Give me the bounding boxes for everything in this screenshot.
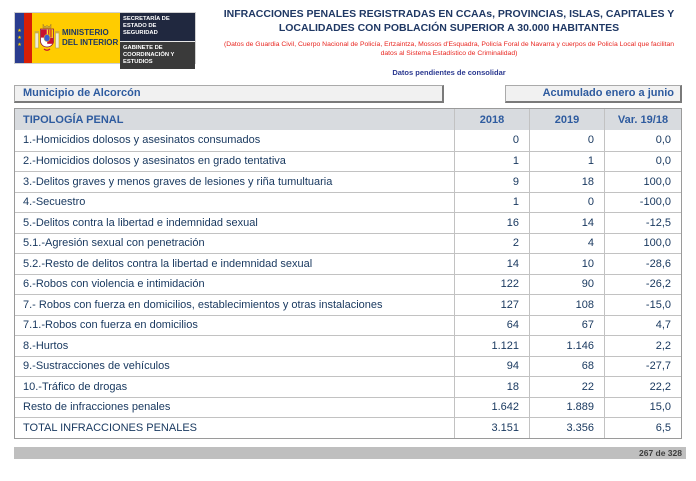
spain-flag-field <box>32 13 120 63</box>
cell-2018: 1.121 <box>454 336 529 356</box>
header-cell-2018: 2018 <box>454 109 529 130</box>
row-label: 7.1.-Robos con fuerza en domicilios <box>23 319 198 332</box>
cell-2019: 18 <box>529 172 604 192</box>
cell-2018: 0 <box>454 130 529 151</box>
title-block <box>210 8 688 77</box>
cell-variation: 0,0 <box>604 130 681 151</box>
table-row <box>15 274 681 295</box>
cell-variation: -12,5 <box>604 213 681 233</box>
cell-2018: 16 <box>454 213 529 233</box>
header-cell-tipologia: TIPOLOGÍA PENAL <box>23 113 124 126</box>
crime-table <box>14 108 682 439</box>
cell-2019: 14 <box>529 213 604 233</box>
cell-2019: 1.889 <box>529 398 604 418</box>
cell-2018: 14 <box>454 254 529 274</box>
table-row <box>15 335 681 356</box>
cell-2018: 3.151 <box>454 418 529 438</box>
table-body <box>15 130 681 438</box>
table-row <box>15 233 681 254</box>
row-label: 3.-Delitos graves y menos graves de lesiones y riña tumultuaria <box>23 175 333 188</box>
table-row <box>15 192 681 213</box>
spain-flag-stripe <box>24 13 32 63</box>
row-label: 4.-Secuestro <box>23 196 86 209</box>
municipio-selector[interactable]: Municipio de Alcorcón <box>14 85 444 103</box>
cell-variation: 22,2 <box>604 377 681 397</box>
row-label: 1.-Homicidios dolosos y asesinatos consumados <box>23 134 261 147</box>
ministry-logo <box>14 12 196 64</box>
row-label: 9.-Sustracciones de vehículos <box>23 360 170 373</box>
page-number: 267 de 328 <box>638 448 682 458</box>
row-label: TOTAL INFRACCIONES PENALES <box>23 421 198 434</box>
page-footer <box>14 447 686 459</box>
cell-2019: 108 <box>529 295 604 315</box>
cell-variation: 2,2 <box>604 336 681 356</box>
header-cell-variation: Var. 19/18 <box>604 109 681 130</box>
cell-2019: 67 <box>529 316 604 336</box>
cell-2018: 1.642 <box>454 398 529 418</box>
row-label: 7.- Robos con fuerza en domicilios, establecimientos y otras instalaciones <box>23 298 383 311</box>
cell-variation: 15,0 <box>604 398 681 418</box>
table-row <box>15 376 681 397</box>
table-row <box>15 212 681 233</box>
cell-2018: 18 <box>454 377 529 397</box>
cell-2019: 22 <box>529 377 604 397</box>
table-row <box>15 294 681 315</box>
cell-variation: -27,7 <box>604 357 681 377</box>
row-label: 10.-Tráfico de drogas <box>23 380 128 393</box>
cell-2019: 4 <box>529 234 604 254</box>
cell-2018: 1 <box>454 193 529 213</box>
coat-of-arms-icon <box>34 21 60 55</box>
row-label: 5.2.-Resto de delitos contra la libertad e indemnidad sexual <box>23 257 313 270</box>
cell-variation: 100,0 <box>604 172 681 192</box>
table-row <box>15 417 681 438</box>
cell-2019: 1 <box>529 152 604 172</box>
star-icon: ★ <box>17 34 22 41</box>
cell-variation: -28,6 <box>604 254 681 274</box>
cell-2019: 10 <box>529 254 604 274</box>
report-subtitle: (Datos de Guardia Civil, Cuerpo Nacional de Policía, Ertzaintza, Mossos d'Esquadra, Policía Foral de Navarra y cuerpos de Policía Local que facilitan datos al Sistema Estadístico de Criminalidad) <box>223 41 675 58</box>
period-selector[interactable]: Acumulado enero a junio <box>505 85 682 103</box>
star-icon: ★ <box>17 27 22 34</box>
report-title: INFRACCIONES PENALES REGISTRADAS EN CCAAs, PROVINCIAS, ISLAS, CAPITALES Y LOCALIDADES CON POBLACIÓN SUPERIOR A 30.000 HABITANTES <box>223 8 675 34</box>
row-label: 5.1.-Agresión sexual con penetración <box>23 237 205 250</box>
logo-department-boxes <box>120 13 195 66</box>
cell-2018: 122 <box>454 275 529 295</box>
cell-2019: 90 <box>529 275 604 295</box>
table-row <box>15 130 681 151</box>
eu-stars-strip <box>15 13 24 63</box>
cell-variation: -15,0 <box>604 295 681 315</box>
row-label: Resto de infracciones penales <box>23 401 171 414</box>
table-row <box>15 356 681 377</box>
secretaria-box: SECRETARÍA DE ESTADO DE SEGURIDAD <box>120 13 195 41</box>
table-row <box>15 397 681 418</box>
table-row <box>15 151 681 172</box>
cell-2019: 0 <box>529 130 604 151</box>
cell-2019: 68 <box>529 357 604 377</box>
row-label: 8.-Hurtos <box>23 339 69 352</box>
ministry-name: MINISTERIO DEL INTERIOR <box>62 28 119 47</box>
header-cell-2019: 2019 <box>529 109 604 130</box>
row-label: 2.-Homicidios dolosos y asesinatos en grado tentativa <box>23 155 286 168</box>
cell-2018: 64 <box>454 316 529 336</box>
cell-variation: 100,0 <box>604 234 681 254</box>
table-header-row <box>15 109 681 130</box>
star-icon: ★ <box>17 41 22 48</box>
cell-2019: 3.356 <box>529 418 604 438</box>
pending-data-note: Datos pendientes de consolidar <box>392 67 506 77</box>
cell-variation: 4,7 <box>604 316 681 336</box>
cell-2018: 1 <box>454 152 529 172</box>
cell-variation: 6,5 <box>604 418 681 438</box>
cell-2018: 127 <box>454 295 529 315</box>
cell-2019: 0 <box>529 193 604 213</box>
row-label: 5.-Delitos contra la libertad e indemnidad sexual <box>23 216 258 229</box>
cell-variation: -26,2 <box>604 275 681 295</box>
row-label: 6.-Robos con violencia e intimidación <box>23 278 205 291</box>
cell-2018: 9 <box>454 172 529 192</box>
gabinete-box: GABINETE DE COORDINACIÓN Y ESTUDIOS <box>120 42 195 70</box>
table-row <box>15 171 681 192</box>
table-row <box>15 253 681 274</box>
cell-2018: 94 <box>454 357 529 377</box>
cell-variation: -100,0 <box>604 193 681 213</box>
cell-2019: 1.146 <box>529 336 604 356</box>
cell-variation: 0,0 <box>604 152 681 172</box>
cell-2018: 2 <box>454 234 529 254</box>
table-row <box>15 315 681 336</box>
